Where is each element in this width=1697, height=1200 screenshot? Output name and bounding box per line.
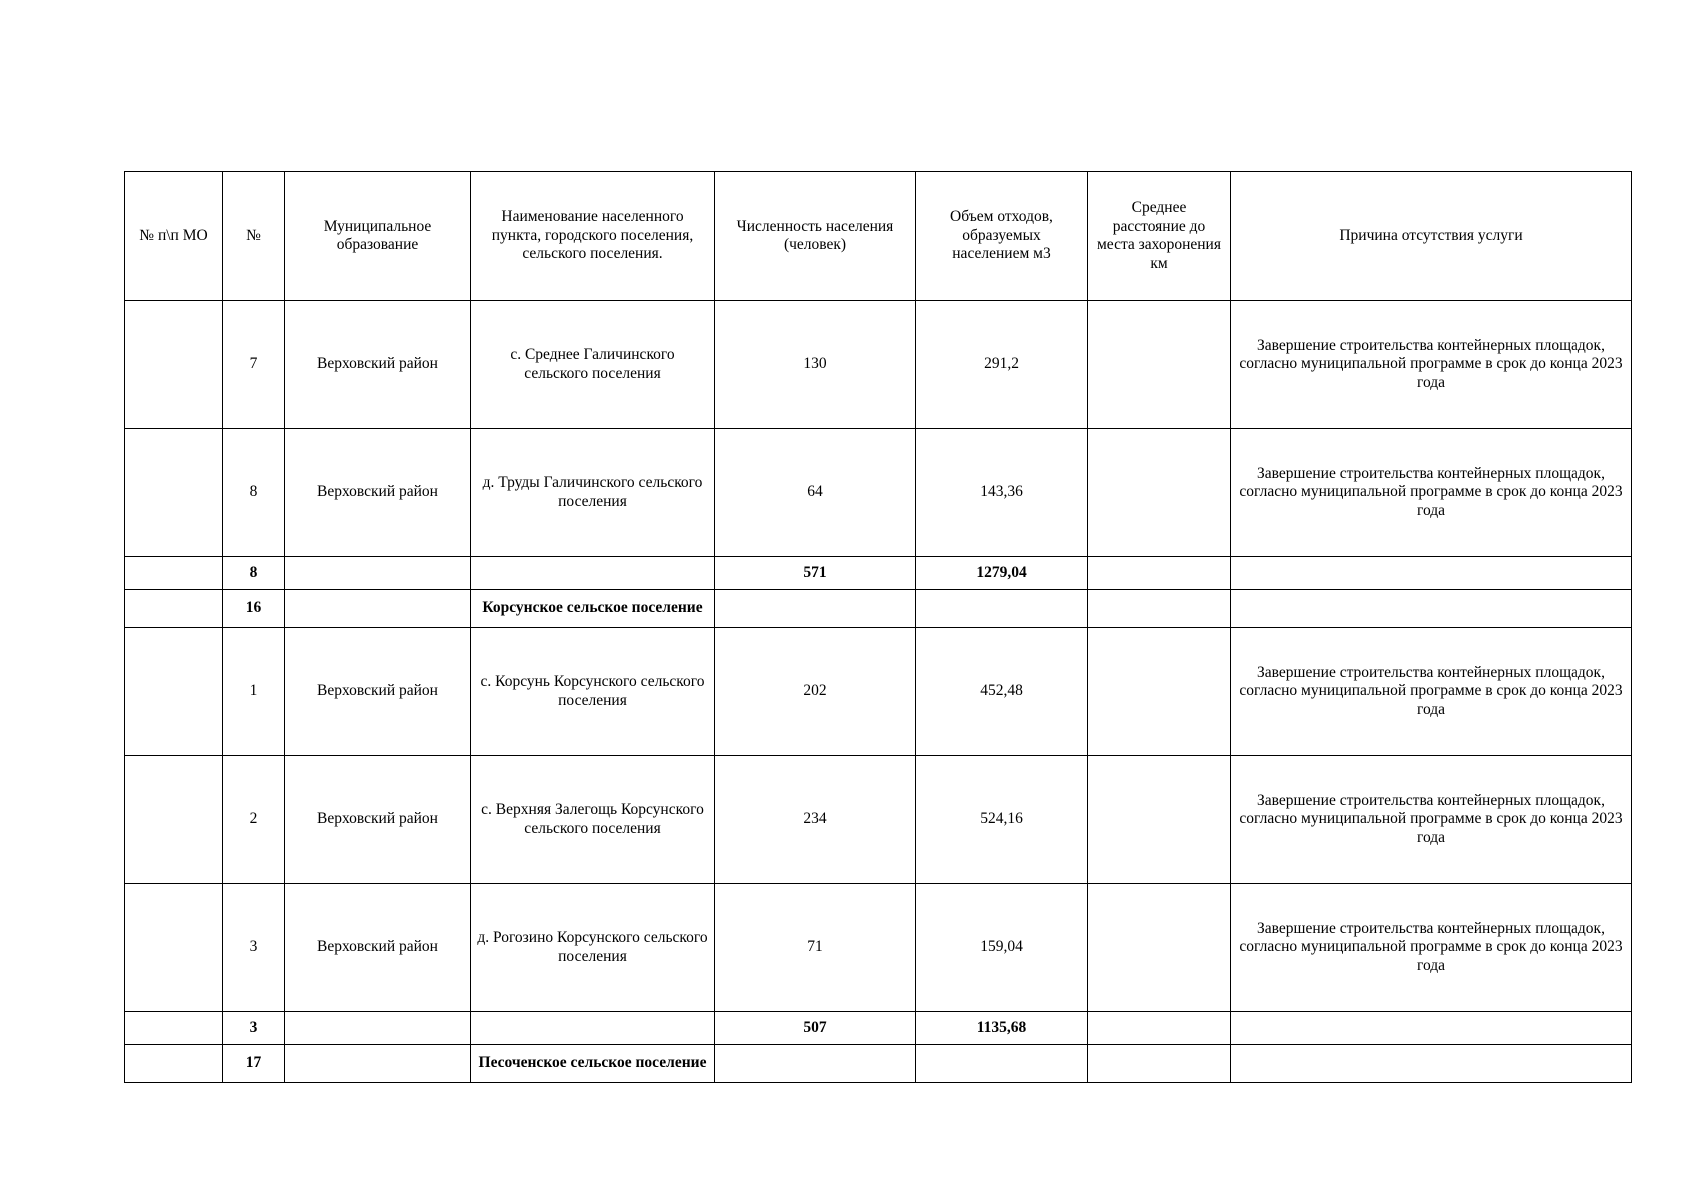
- header-reason: Причина отсутствия услуги: [1231, 172, 1632, 301]
- cell-municipality: Верховский район: [285, 429, 471, 557]
- cell-distance: [1088, 756, 1231, 884]
- cell-population: 130: [715, 301, 916, 429]
- cell-population: [715, 590, 916, 628]
- cell-reason: [1231, 590, 1632, 628]
- cell-group-name: Корсунское сельское поселение: [471, 590, 715, 628]
- subtotal-row: [125, 557, 1632, 590]
- waste-service-table: [124, 171, 1632, 1083]
- cell-reason: Завершение строительства контейнерных площадок, согласно муниципальной программе в срок до конца 2023 года: [1231, 301, 1632, 429]
- cell-population: 234: [715, 756, 916, 884]
- table-row: [125, 628, 1632, 756]
- table-row: [125, 429, 1632, 557]
- cell-population-total: 571: [715, 557, 916, 590]
- cell-waste-volume: [916, 1045, 1088, 1083]
- header-distance: Среднее расстояние до места захоронения км: [1088, 172, 1231, 301]
- cell-number: 3: [223, 1012, 285, 1045]
- cell-distance: [1088, 1045, 1231, 1083]
- subtotal-row: [125, 1012, 1632, 1045]
- table-row: [125, 756, 1632, 884]
- cell-municipality: [285, 1012, 471, 1045]
- cell-population: [715, 1045, 916, 1083]
- header-number: №: [223, 172, 285, 301]
- cell-mo-number: [125, 756, 223, 884]
- cell-settlement: [471, 1012, 715, 1045]
- cell-mo-number: [125, 884, 223, 1012]
- header-settlement: Наименование населенного пункта, городского поселения, сельского поселения.: [471, 172, 715, 301]
- cell-population-total: 507: [715, 1012, 916, 1045]
- cell-mo-number: [125, 1045, 223, 1083]
- cell-number: 7: [223, 301, 285, 429]
- cell-waste-volume-total: 1135,68: [916, 1012, 1088, 1045]
- cell-waste-volume-total: 1279,04: [916, 557, 1088, 590]
- cell-mo-number: [125, 590, 223, 628]
- group-header-row: [125, 1045, 1632, 1083]
- cell-reason: [1231, 1045, 1632, 1083]
- cell-municipality: Верховский район: [285, 756, 471, 884]
- cell-waste-volume: 452,48: [916, 628, 1088, 756]
- cell-mo-number: [125, 557, 223, 590]
- cell-group-name: Песоченское сельское поселение: [471, 1045, 715, 1083]
- cell-mo-number: [125, 429, 223, 557]
- cell-distance: [1088, 590, 1231, 628]
- table-header-row: [125, 172, 1632, 301]
- cell-distance: [1088, 628, 1231, 756]
- cell-distance: [1088, 557, 1231, 590]
- header-mo-number: № п\п МО: [125, 172, 223, 301]
- table-row: [125, 301, 1632, 429]
- cell-waste-volume: 291,2: [916, 301, 1088, 429]
- cell-number: 8: [223, 557, 285, 590]
- cell-municipality: [285, 1045, 471, 1083]
- cell-distance: [1088, 884, 1231, 1012]
- cell-group-number: 17: [223, 1045, 285, 1083]
- cell-distance: [1088, 429, 1231, 557]
- cell-waste-volume: [916, 590, 1088, 628]
- cell-number: 2: [223, 756, 285, 884]
- cell-settlement: с. Корсунь Корсунского сельского поселения: [471, 628, 715, 756]
- cell-population: 202: [715, 628, 916, 756]
- header-municipality: Муниципальное образование: [285, 172, 471, 301]
- cell-number: 3: [223, 884, 285, 1012]
- cell-group-number: 16: [223, 590, 285, 628]
- cell-mo-number: [125, 628, 223, 756]
- cell-settlement: с. Среднее Галичинского сельского поселения: [471, 301, 715, 429]
- header-population: Численность населения (человек): [715, 172, 916, 301]
- table-row: [125, 884, 1632, 1012]
- cell-population: 71: [715, 884, 916, 1012]
- cell-reason: Завершение строительства контейнерных площадок, согласно муниципальной программе в срок до конца 2023 года: [1231, 628, 1632, 756]
- header-waste-volume: Объем отходов, образуемых населением м3: [916, 172, 1088, 301]
- group-header-row: [125, 590, 1632, 628]
- cell-reason: [1231, 1012, 1632, 1045]
- cell-settlement: с. Верхняя Залегощь Корсунского сельского поселения: [471, 756, 715, 884]
- cell-reason: Завершение строительства контейнерных площадок, согласно муниципальной программе в срок до конца 2023 года: [1231, 884, 1632, 1012]
- cell-waste-volume: 524,16: [916, 756, 1088, 884]
- cell-settlement: д. Труды Галичинского сельского поселения: [471, 429, 715, 557]
- cell-waste-volume: 159,04: [916, 884, 1088, 1012]
- cell-municipality: [285, 590, 471, 628]
- cell-settlement: д. Рогозино Корсунского сельского поселения: [471, 884, 715, 1012]
- cell-waste-volume: 143,36: [916, 429, 1088, 557]
- cell-reason: [1231, 557, 1632, 590]
- cell-population: 64: [715, 429, 916, 557]
- cell-municipality: Верховский район: [285, 628, 471, 756]
- cell-settlement: [471, 557, 715, 590]
- cell-number: 1: [223, 628, 285, 756]
- cell-municipality: Верховский район: [285, 884, 471, 1012]
- cell-distance: [1088, 1012, 1231, 1045]
- cell-mo-number: [125, 301, 223, 429]
- cell-reason: Завершение строительства контейнерных площадок, согласно муниципальной программе в срок до конца 2023 года: [1231, 756, 1632, 884]
- cell-mo-number: [125, 1012, 223, 1045]
- cell-municipality: [285, 557, 471, 590]
- cell-municipality: Верховский район: [285, 301, 471, 429]
- cell-number: 8: [223, 429, 285, 557]
- cell-reason: Завершение строительства контейнерных площадок, согласно муниципальной программе в срок до конца 2023 года: [1231, 429, 1632, 557]
- cell-distance: [1088, 301, 1231, 429]
